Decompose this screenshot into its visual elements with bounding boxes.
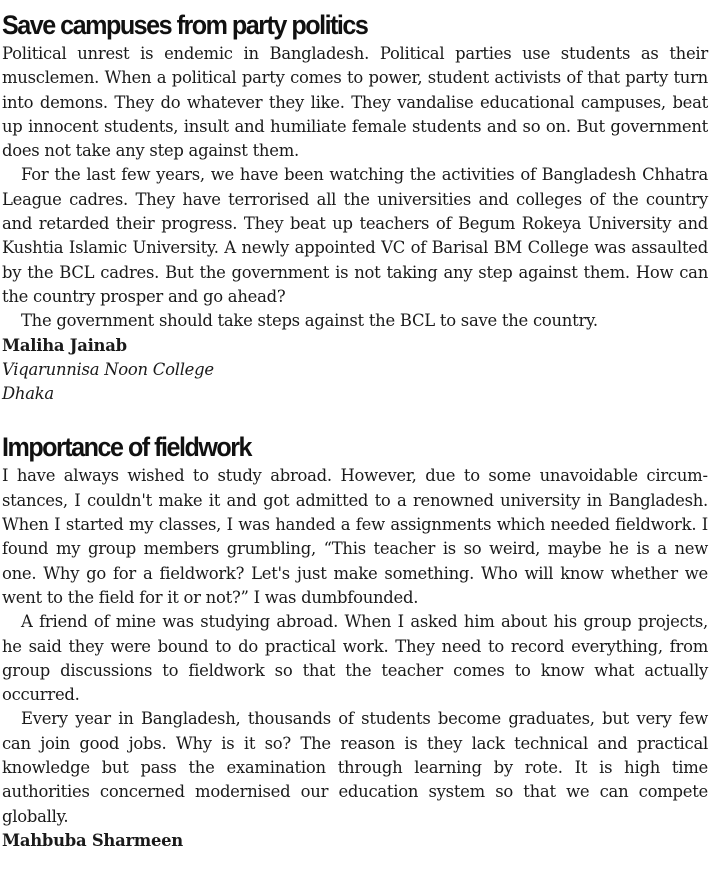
author-city: Dhaka	[2, 384, 54, 404]
letter-fieldwork	[2, 430, 708, 853]
letters-page	[2, 8, 708, 853]
letter-title: Save campuses from party politics	[2, 10, 368, 40]
author-affiliation: Viqarunnisa Noon College	[2, 359, 214, 379]
letter-paragraph: Political unrest is endemic in Bangladesh. Political parties use students as their musclemen. When a political party comes to power, student activists of that party turn into demons. They do whatever they like. They vandalise educational campuses, beat up innocent students, insult and humiliate female students and so on. But government does not take any step against them.	[2, 44, 708, 161]
letter-title: Importance of fieldwork	[2, 432, 252, 463]
letter-paragraph: The government should take steps against the BCL to save the country.	[21, 311, 598, 331]
letter-paragraph: A friend of mine was studying abroad. When I asked him about his group projects, he said they were bound to do practical work. They need to record everything, from group discussions to fieldwork so that the teacher comes to know what actually occurred.	[2, 612, 708, 705]
letter-paragraph: I have always wished to study abroad. However, due to some unavoidable circumstances, I couldn't make it and got admitted to a renowned university in Bangladesh. When I started my classes, I was handed a few assignments which needed fieldwork. I found my group members grumbling, “This teacher is so weird, maybe he is a new one. Why go for a fieldwork? Let's just make something. Who will know whether we went to the field for it or not?” I was dumbfounded.	[2, 466, 708, 607]
letter-paragraph: For the last few years, we have been watching the activities of Bangladesh Chhatra League cadres. They have terrorised all the universities and colleges of the country and retarded their progress. They beat up teachers of Begum Rokeya University and Kushtia Islamic University. A newly appointed VC of Barisal BM College was assaulted by the BCL cadres. But the government is not taking any step against them. How can the country prosper and go ahead?	[2, 165, 708, 306]
letter-campuses	[2, 8, 708, 406]
letter-paragraph: Every year in Bangladesh, thousands of students become graduates, but very few can join good jobs. Why is it so? The reason is they lack technical and practical knowledge but pass the examination through learning by rote. It is high time authorities concerned modernised our education system so that we can compete globally.	[2, 709, 708, 826]
author-name: Mahbuba Sharmeen	[2, 830, 183, 850]
author-name: Maliha Jainab	[2, 335, 127, 355]
